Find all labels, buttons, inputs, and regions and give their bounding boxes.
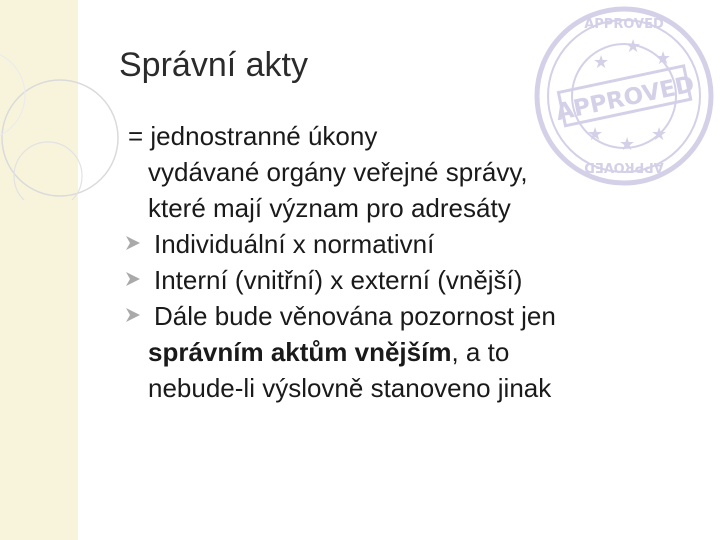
bold-emphasis-text: správním aktům vnějším xyxy=(148,337,452,367)
svg-text:★: ★ xyxy=(655,48,672,68)
bullet-item xyxy=(118,262,698,298)
bullet-item xyxy=(118,226,698,262)
bullet-text: Interní (vnitřní) x externí (vnější) xyxy=(154,265,523,295)
continuation-text: , a to xyxy=(451,337,510,367)
svg-text:APPROVED: APPROVED xyxy=(584,159,664,174)
svg-text:★: ★ xyxy=(625,36,642,56)
svg-text:★: ★ xyxy=(619,134,636,154)
bullet-arrow-icon xyxy=(120,304,150,326)
svg-text:★: ★ xyxy=(593,52,610,72)
bullet-continuation-line xyxy=(118,334,698,370)
bullet-text: Individuální x normativní xyxy=(154,229,435,259)
svg-text:★: ★ xyxy=(651,124,668,144)
slide-body xyxy=(118,118,698,406)
bullet-arrow-icon xyxy=(120,232,150,254)
bullet-arrow-icon xyxy=(120,268,150,290)
definition-line-2: vydávané orgány veřejné správy, xyxy=(148,157,528,187)
svg-text:APPROVED: APPROVED xyxy=(553,71,697,127)
bullet-text: Dále bude věnována pozornost jen xyxy=(154,301,556,331)
bullet-continuation-line: nebude-li výslovně stanoveno jinak xyxy=(148,373,552,403)
definition-line-3: které mají význam pro adresáty xyxy=(148,193,511,223)
svg-text:★: ★ xyxy=(587,124,604,144)
definition-line-1: = jednostranné úkony xyxy=(128,121,378,151)
bullet-item xyxy=(118,298,698,334)
svg-text:APPROVED: APPROVED xyxy=(584,17,664,32)
slide-title: Správní akty xyxy=(119,46,308,84)
